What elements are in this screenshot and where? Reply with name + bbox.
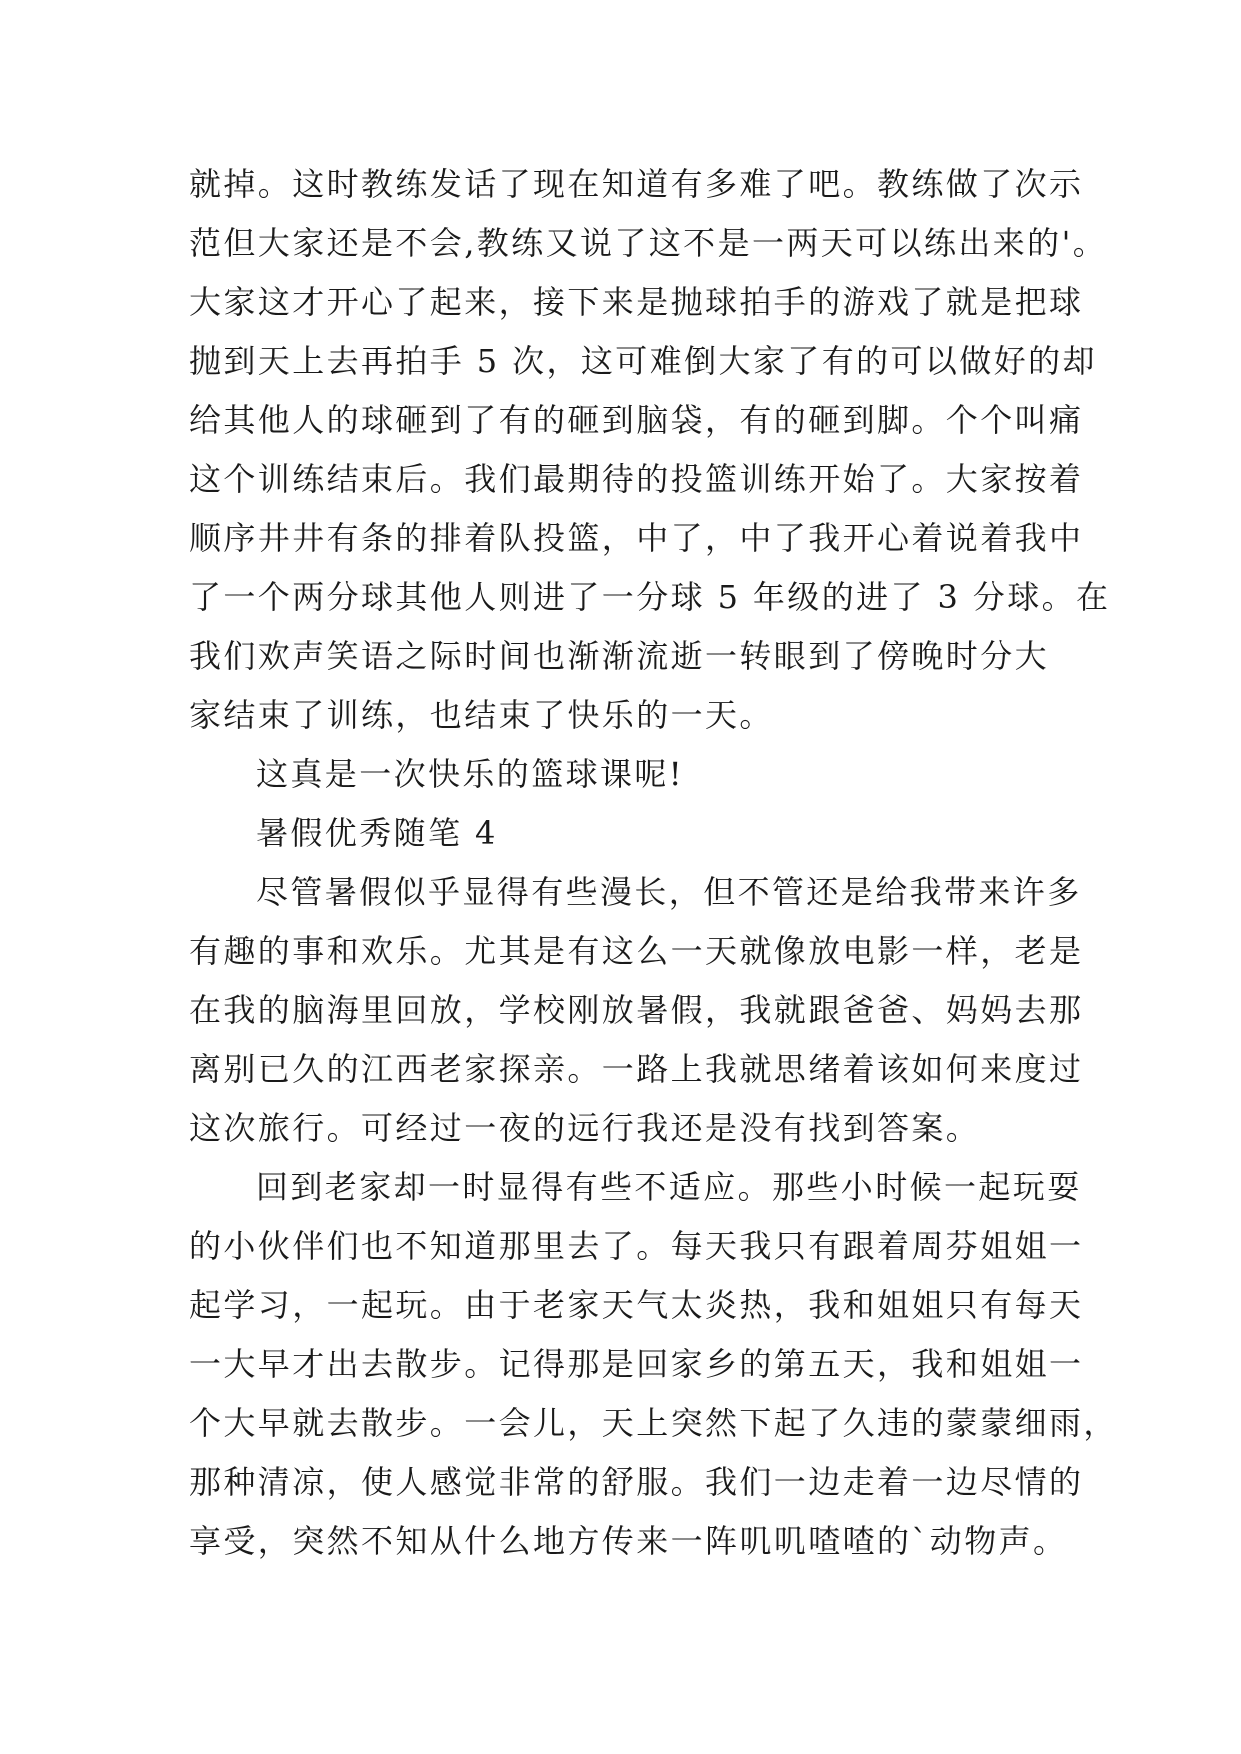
text-line: 我们欢声笑语之际时间也渐渐流逝一转眼到了傍晚时分大 bbox=[189, 637, 1050, 675]
text-line: 享受，突然不知从什么地方传来一阵叽叽喳喳的`动物声。 bbox=[189, 1522, 1068, 1560]
section-heading: 暑假优秀随笔 4 bbox=[256, 814, 498, 852]
text-line: 抛到天上去再拍手 5 次，这可难倒大家了有的可以做好的却 bbox=[189, 342, 1097, 380]
text-line: 范但大家还是不会,教练又说了这不是一两天可以练出来的'。 bbox=[189, 224, 1108, 262]
paragraph-first-line: 尽管暑假似乎显得有些漫长，但不管还是给我带来许多 bbox=[256, 873, 1082, 911]
text-line: 有趣的事和欢乐。尤其是有这么一天就像放电影一样，老是 bbox=[189, 932, 1084, 970]
text-line: 的小伙伴们也不知道那里去了。每天我只有跟着周芬姐姐一 bbox=[189, 1227, 1084, 1265]
text-line: 家结束了训练，也结束了快乐的一天。 bbox=[189, 696, 774, 734]
text-line: 个大早就去散步。一会儿，天上突然下起了久违的蒙蒙细雨， bbox=[189, 1404, 1118, 1442]
text-line: 在我的脑海里回放，学校刚放暑假，我就跟爸爸、妈妈去那 bbox=[189, 991, 1084, 1029]
text-line: 大家这才开心了起来，接下来是抛球拍手的游戏了就是把球 bbox=[189, 283, 1084, 321]
text-line: 一大早才出去散步。记得那是回家乡的第五天，我和姐姐一 bbox=[189, 1345, 1084, 1383]
paragraph-first-line: 回到老家却一时显得有些不适应。那些小时候一起玩耍 bbox=[256, 1168, 1082, 1206]
body-text bbox=[189, 155, 1118, 1571]
text-line: 给其他人的球砸到了有的砸到脑袋，有的砸到脚。个个叫痛 bbox=[189, 401, 1084, 439]
text-line: 起学习，一起玩。由于老家天气太炎热，我和姐姐只有每天 bbox=[189, 1286, 1084, 1324]
text-line: 离别已久的江西老家探亲。一路上我就思绪着该如何来度过 bbox=[189, 1050, 1084, 1088]
text-line: 那种清凉，使人感觉非常的舒服。我们一边走着一边尽情的 bbox=[189, 1463, 1084, 1501]
paragraph-line: 这真是一次快乐的篮球课呢! bbox=[256, 755, 685, 793]
text-line: 顺序井井有条的排着队投篮，中了，中了我开心着说着我中 bbox=[189, 519, 1084, 557]
text-line: 这次旅行。可经过一夜的远行我还是没有找到答案。 bbox=[189, 1109, 981, 1147]
text-line: 就掉。这时教练发话了现在知道有多难了吧。教练做了次示 bbox=[189, 165, 1084, 203]
text-line: 了一个两分球其他人则进了一分球 5 年级的进了 3 分球。在 bbox=[189, 578, 1111, 616]
text-line: 这个训练结束后。我们最期待的投篮训练开始了。大家按着 bbox=[189, 460, 1084, 498]
